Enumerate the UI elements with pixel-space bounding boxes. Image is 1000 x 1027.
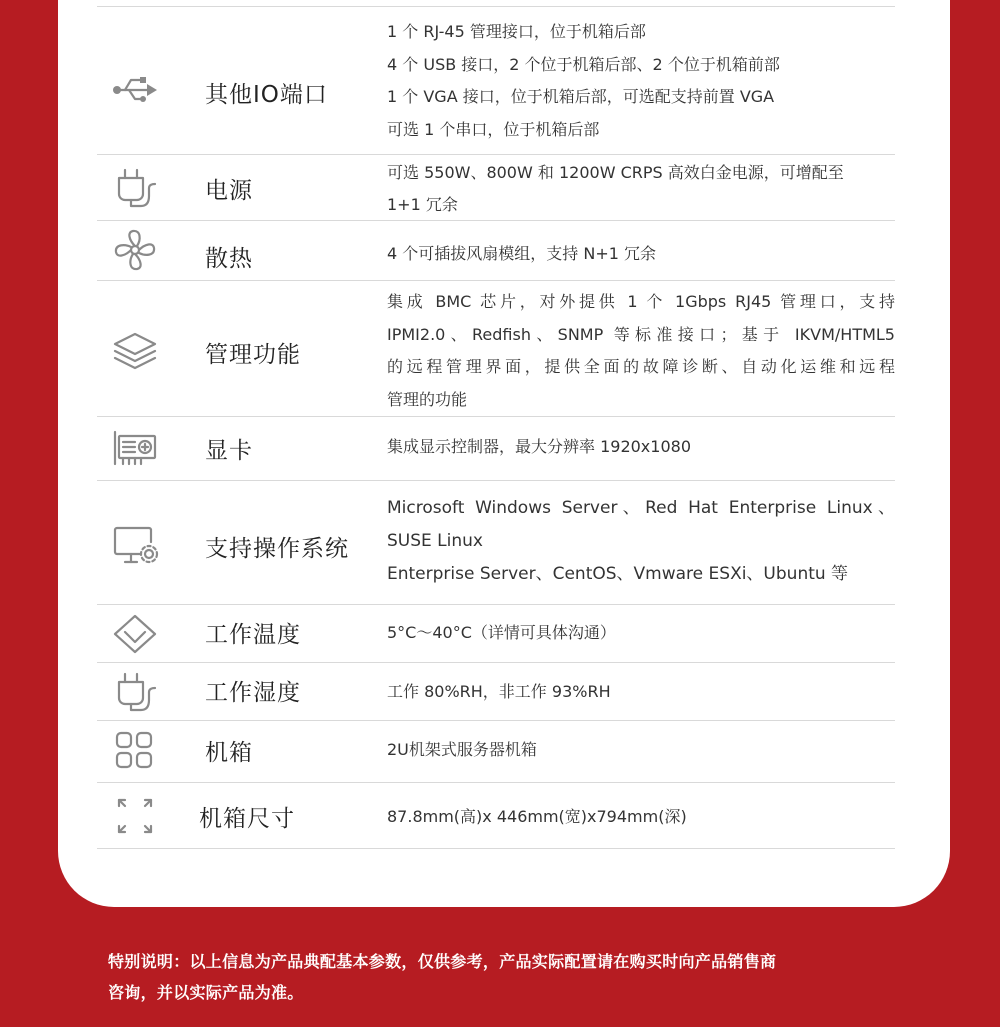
spec-row-management	[97, 280, 895, 417]
spec-label: 电源	[205, 178, 253, 204]
desc-line: 可选 550W、800W 和 1200W CRPS 高效白金电源，可增配至	[387, 163, 844, 182]
spec-row-power	[97, 154, 895, 221]
desc-line: 集成 BMC 芯片，对外提供 1 个 1Gbps RJ45 管理口，支持	[387, 292, 895, 311]
spec-label: 工作湿度	[205, 680, 301, 706]
fan-icon	[109, 228, 161, 272]
layers-icon	[109, 328, 161, 372]
desc-line: 87.8mm(高)x 446mm(宽)x794mm(深)	[387, 807, 687, 826]
desc-line: 1 个 VGA 接口，位于机箱后部，可选配支持前置 VGA	[387, 87, 775, 106]
note-line: 特别说明：以上信息为产品典配基本参数，仅供参考，产品实际配置请在购买时向产品销售商	[108, 952, 777, 971]
spec-row-io-ports	[97, 6, 895, 155]
spec-desc	[387, 617, 895, 650]
spec-label: 显卡	[205, 438, 253, 464]
power-plug-icon	[109, 166, 161, 210]
desc-line: 工作 80%RH，非工作 93%RH	[387, 682, 611, 701]
desc-line: 管理的功能	[387, 389, 468, 409]
spec-label: 支持操作系统	[205, 536, 349, 562]
spec-desc	[387, 676, 895, 709]
spec-row-graphics	[97, 416, 895, 481]
spec-desc	[387, 286, 895, 416]
usb-icon	[109, 68, 161, 112]
spec-label: 散热	[205, 246, 253, 272]
spec-label: 机箱尺寸	[199, 806, 295, 832]
spec-label: 管理功能	[205, 342, 301, 368]
desc-line: 2U机架式服务器机箱	[387, 740, 537, 759]
desc-line: 集成显示控制器，最大分辨率 1920x1080	[387, 437, 691, 456]
spec-desc	[387, 238, 895, 271]
power-plug-icon	[109, 670, 161, 714]
spec-label: 机箱	[205, 740, 253, 766]
desc-line: 5°C～40°C（详情可具体沟通）	[387, 623, 616, 642]
spec-desc	[387, 157, 895, 221]
spec-desc	[387, 734, 895, 767]
spec-row-os	[97, 480, 895, 605]
desc-line: IPMI2.0、Redfish、SNMP 等标准接口；基于 IKVM/HTML5	[387, 324, 895, 344]
grid-icon	[109, 729, 161, 773]
desc-line: 1 个 RJ-45 管理接口，位于机箱后部	[387, 22, 646, 41]
desc-line: Enterprise Server、CentOS、Vmware ESXi、Ubuntu 等	[387, 564, 849, 584]
note-line: 咨询，并以实际产品为准。	[108, 983, 304, 1002]
spec-label: 其他IO端口	[205, 82, 328, 108]
graphics-card-icon	[109, 426, 161, 470]
desc-line: Microsoft Windows Server、Red Hat Enterprise Linux、	[387, 498, 895, 518]
spec-desc	[387, 801, 895, 834]
disclaimer-note	[108, 946, 908, 1008]
spec-row-cooling	[97, 220, 895, 281]
spec-row-dimensions	[97, 782, 895, 849]
diamond-icon	[109, 612, 161, 656]
spec-row-humidity	[97, 662, 895, 721]
spec-desc	[387, 16, 895, 146]
desc-line: SUSE Linux	[387, 531, 483, 551]
spec-row-chassis	[97, 720, 895, 783]
desc-line: 4 个可插拔风扇模组，支持 N+1 冗余	[387, 244, 656, 263]
expand-arrows-icon	[109, 794, 161, 838]
desc-line: 的远程管理界面，提供全面的故障诊断、自动化运维和远程	[387, 357, 895, 376]
desc-line: 1+1 冗余	[387, 195, 458, 214]
monitor-gear-icon	[109, 522, 161, 566]
desc-line: 可选 1 个串口，位于机箱后部	[387, 119, 600, 139]
spec-desc	[387, 431, 895, 464]
spec-row-temperature	[97, 604, 895, 663]
spec-desc	[387, 492, 895, 591]
desc-line: 4 个 USB 接口，2 个位于机箱后部、2 个位于机箱前部	[387, 54, 780, 74]
spec-label: 工作温度	[205, 622, 301, 648]
